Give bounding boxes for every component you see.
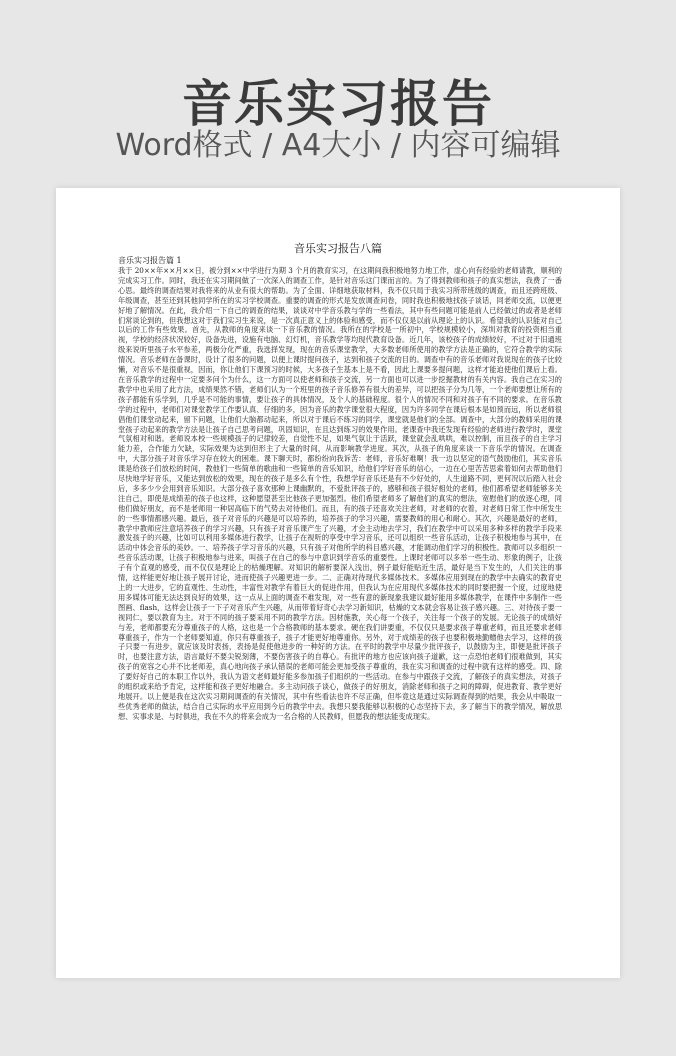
- chapter-heading: 音乐实习报告篇 1: [118, 256, 182, 265]
- hero-title: 音乐实习报告: [182, 75, 494, 133]
- document-body: 我于 20××年××月××日，被分到××中学进行为期 3 个月的教育实习，在这期间我积极地努力地工作，虚心向有经验的老师请教，顺利的完成实习工作。同时，我还在实习期间做了一次深入的调查工作，是针对音乐这门课而言的。为了得到教师和孩子的真实想法，我费了一番心思。最终的调查结果对我将来的从业有很大的帮助。为了全面、详细地获取材料，我不仅只局于我实习所带班级的调查，而且还跨班级、年级调查，甚至还到其他同学所在的实习学校调查。重要的调查的形式是发放调查问卷，同时我也积极地找孩子谈话，同老师交流，以便更好地了解情况。在此，我介绍一下自己的调查的结果，谈谈对中学音乐教与学的一些看法，其中有些问题可能是前人已经做过的或者是老师们常谈论到的，但我想这对于我们实习生来说，是一次真正意义上的体验和感受，而不仅仅是以前从理论上的认识。希望我的认识能对自己以后的工作有些效果。首先，从教师的角度来谈一下音乐教的情况。我所在的学校是一所初中，学校规模较小，深圳对教育的投资相当重视，学校的经济状况较好，设备先进，设施有电脑、幻灯机，音乐教学等均现代教育设备。近几年，该校孩子的成绩较好，不过对于旧通班级来说听里孩子水平参差，两极分化严重，我选择发现，现在的音乐课堂教学，大多数老师所使用的教学方法是正确的，它符合教学的实际情况。音乐老师在备课时，设计了很多的问题，以便上课时提问孩子，达到和孩子交流的目的。调查中有的音乐老师对我说现在的孩子比较懒，对音乐不是很重视，因而，你让他们下课预习的时候，大多孩子生基本上是不看，因此上课要多提问题，这样才能迫使他们课后上看。在音乐教学的过程中一定要多问个为什么，这一方面可以使老师和孩子交流，另一方面也可以进一步挖掘教材的有关内容。我自己在实习的教学中也采用了此方法，成绩果然不错，老师们认为一个班里的孩子音乐修养有很大的差异，可以把孩子分为几等，一个老师要想让所有的孩子都能有乐学到，几乎是不可能的事情，要让孩子的具体情况，及个人的基础程度。很个人的情况不同和对孩子有不同的要求。在音乐教学的过程中，老师们对课堂教学工作要认真、仔细的多，因为音乐的教学课堂很大程度，因为许多同学在课后根本是如预而远，所以老师很倡他们课堂动起来，留下问题，让他们大脑都动起来，所以对于课后不练习的同学，课堂就是他们的全部。调查中，大部分的教师采用的课堂孩子动起来的教学方法是让孩子自己思考问题，巩固知识，在且达到练习的效果作用。老课查中我还发现有经验的老师进行教学时，课堂气氛相对和谐。老师说本校一些规模孩子的记律较差，自觉性不足，如果气氛让于活跃，课堂就会乱哄哄，难以控制，而且孩子的自主学习能力差，合作能力欠缺，实际效果为达到但形主了大量的时间，从而影响教学进度。其次，从孩子的角度来谈一下音乐学的情况。在调查中，大部分孩子对音乐学习存在较大的困难。课下聊天时，都纷纷向我诉苦：老师，音乐好难啊！我一边以坚定的语气鼓励他们，其实音乐课是给孩子们放松的时间，教他们一些简单的歌曲和一些简单的音乐知识，给他们学好音乐的信心，一边在心里苦苦思索着如何去帮助他们尽快地学好音乐，又能达到放松的效果，现在的孩子是多么有个性，我想学好音乐还是有不少好处的，人生道路不同，更何况以后踏入社会后，多多少少会用到音乐知识。大部分孩子喜欢那种上课幽默的，不爱批评孩子的，感够和孩子很好相处的老师，他们都希望老师能够多关注自己，即使是成绩差的孩子也这样，这种愿望甚至比他孩子更加强烈。他们希望老师多了解他们的真实的想法，宽慰他们的放逐心理，同他们做好朋友，而不是老师用一种居高临下的气势去对待他们。而且，有的孩子还喜欢关注老师，对老师的衣着，对老师日常工作中所发生的一些事情都感兴趣。最后，孩子对音乐的兴趣是可以培养的，培养孩子的学习兴趣，需要教师的用心和耐心。其次，兴趣是最好的老师，教学中教师应注意培养孩子的学习兴趣，只有孩子对音乐课产生了兴趣，才会主动地去学习，我们在教学中可以采用多种多样的教学手段来激发孩子的兴趣，比如可以利用多媒体进行教学，让孩子在视听的享受中学习音乐，还可以组织一些音乐活动，让孩子积极地参与其中，在活动中体会音乐的美妙。一、培养孩子学习音乐的兴趣，只有孩子对他所学的科目感兴趣，才能调动他们学习的积极性。教师可以多组织一些音乐活动课，让孩子积极地参与进来，叫孩子在自己的参与中意识到学音乐的重要性。上课时老师可以多举一些生动、形象的例子，让孩子有个直观的感受，而不仅仅是理论上的枯燥理解。对知识的解析要深入浅出，例子最好能贴近生活，最好是当下发生的，人们关注的事情，这样能更好地让孩子展开讨论，进而使孩子兴趣更进一步。二、正确对待现代多媒体技术。多媒体应用到现在的教学中去确实的教育史上的一大进步，它的直观性、生动性，丰富性对教学有着巨大的促进作用，但我认为在应用现代多媒体技术的同时要把握一个度，过度地使用多媒体可能无法达到良好的效果，这一点从上面的调查不难发现，对一些有意的新现象我建议最好能用多媒体教学，在课件中多制作一些图画、flash，这样会让孩子一下子对音乐产生兴趣，从而带着好奇心去学习新知识，枯燥的文本就会容易让孩子感兴趣。三、对待孩子要一视同仁，要以教育为主。对于不同的孩子要采用不同的教学方法。因材施教，关心每一个孩子，关注每一个孩子的发展。无论孩子的成绩好与差，老师都要充分尊重孩子的人格，这也是一个合格教师的基本要求。硬在我们讲要重，不仅仅只是要求孩子尊重老师，而且还要求老师尊重孩子，作为一个老师要知道，你只有尊重孩子，孩子才能更好地尊重你。另外，对于成绩差的孩子也要积极地勤赠他去学习，这样的孩子只要一有进步，就应该及时表扬，表扬是促使他进步的一种好的方法。在平时的教学中尽量少批评孩子，以鼓励为主，即便是批评孩子时，也要注意方法，语言最好不要尖锐刻薄，不要伤害孩子的自尊心。有批评的地方也应该向孩子道歉，这一点恐怕老师们很难做到，其实孩子的宽容之心并不比老师差，真心地向孩子承认错误的老师可能会更加受孩子尊重的，我在实习和调查的过程中就有这样的感受。四、除了要好好自己的本职工作以外，我认为语文老师最好能多参加孩子们组织的一些活动。在参与中跟孩子交流，了解孩子的真实想法，对孩子的组织或来给予肯定，这样能和孩子更好地融合。多主动问孩子谈心，做孩子的好朋友，消除老师和孩子之间的障碍，促进教育、教学更好地展开。以上便是我在这次实习期间调查的有关情况，其中有些看法也许不尽正确，但毕竟这是通过实际调查得到的结果，我会从中吸取一些优秀老师的做法，结合自己实际的水平应用到今后的教学中去。我想只要我能够以积极的心态坚持下去，多了解当下的教学情况，解放思想、实事求是、与时俱进，我在不久的将来会成为一名合格的人民教师，但愿我的想法能变成现实。: [118, 266, 562, 721]
- document-title: 音乐实习报告八篇: [294, 242, 382, 255]
- document-page: [56, 188, 620, 978]
- hero-subtitle: Word格式 / A4大小 / 内容可编辑: [115, 128, 561, 163]
